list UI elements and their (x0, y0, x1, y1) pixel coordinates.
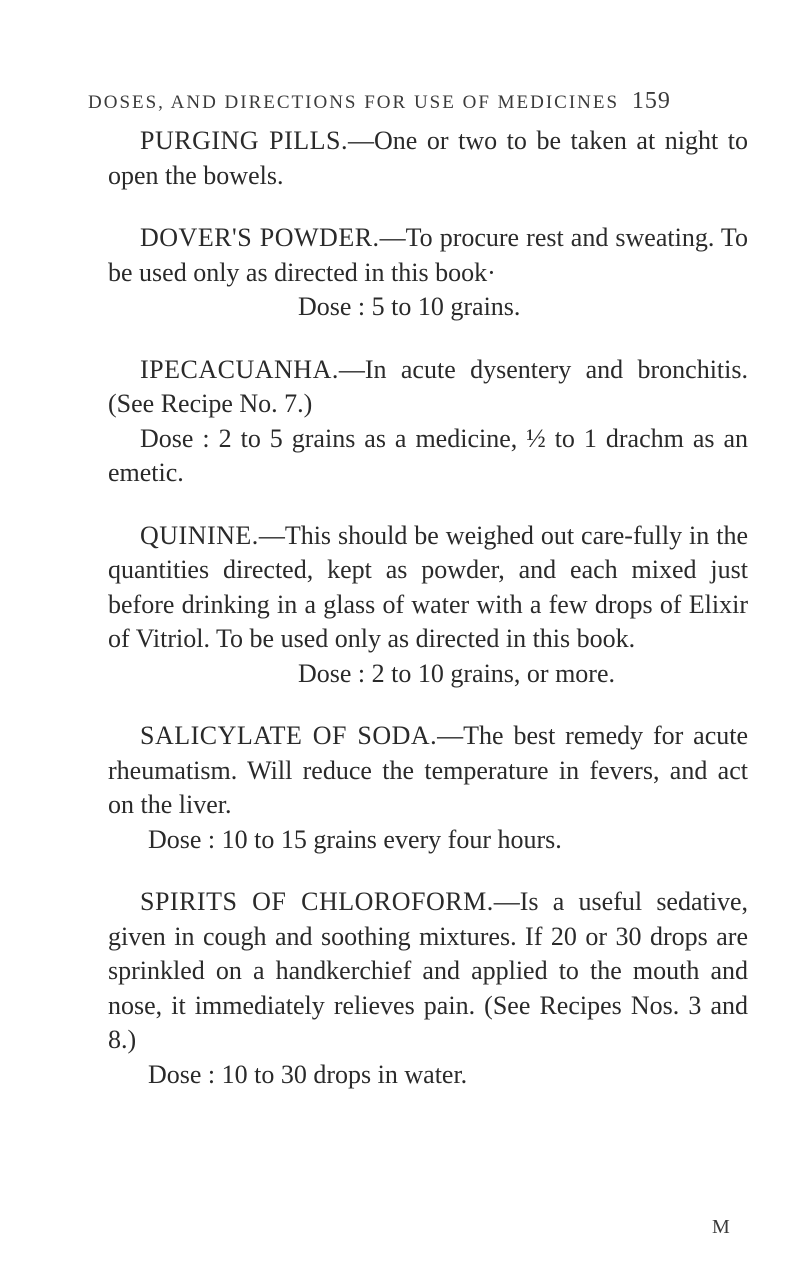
entry-dose: Dose : 5 to 10 grains. (298, 292, 521, 321)
entry-dose: Dose : 10 to 30 drops in water. (148, 1059, 468, 1089)
entry-paragraph (108, 519, 748, 657)
entry-spirits-of-chloroform (108, 885, 748, 1092)
running-title: DOSES, AND DIRECTIONS FOR USE OF MEDICINES (88, 92, 620, 113)
entry-paragraph (108, 353, 748, 422)
entry-text: —To procure rest and sweating. To be used only as directed in this book· (108, 223, 749, 287)
entry-heading: DOVER'S POWDER. (140, 223, 380, 252)
entry-purging-pills (108, 124, 748, 193)
entry-heading: QUININE. (140, 520, 259, 550)
entry-dose: Dose : 2 to 10 grains, or more. (298, 658, 616, 688)
entry-quinine (108, 519, 748, 692)
signature-mark: M (712, 1216, 730, 1238)
entry-heading: IPECACUANHA. (140, 354, 339, 384)
page-body (108, 124, 748, 1120)
entry-heading: PURGING PILLS. (140, 126, 348, 155)
entry-paragraph (108, 124, 748, 193)
entry-text: —The best remedy for acute rheumatism. Will reduce the temperature in fevers, and act on the liver. (108, 721, 748, 819)
entry-paragraph (108, 221, 748, 290)
entry-heading: SALICYLATE OF SODA. (140, 721, 438, 750)
entry-dovers-powder (108, 221, 748, 325)
entry-text: —In acute dysentery and bronchitis. (See Recipe No. 7.) (108, 354, 748, 418)
entry-text: —This should be weighed out care-fully in the quantities directed, kept as powder, and each mixed just before drinking in a glass of water with a few drops of Elixir of Vitriol. To be used only as directed in this book. (108, 520, 748, 653)
entry-paragraph (108, 885, 748, 1058)
entry-text: —One or two to be taken at night to open the bowels. (108, 126, 748, 190)
entry-dose: Dose : 10 to 15 grains every four hours. (148, 824, 562, 854)
entry-paragraph (108, 719, 748, 823)
page-number: 159 (631, 88, 671, 114)
entry-salicylate-of-soda (108, 719, 748, 857)
running-header (88, 88, 728, 115)
entry-text: —Is a useful sedative, given in cough and soothing mixtures. If 20 or 30 drops are sprinkled on a handkerchief and applied to the mouth and nose, it immediately relieves pain. (See Recipes Nos. 3 and 8.) (108, 887, 748, 1054)
entry-heading: SPIRITS OF CHLOROFORM. (140, 887, 494, 916)
entry-dose: Dose : 2 to 5 grains as a medicine, ½ to 1 drachm as an emetic. (108, 423, 748, 487)
entry-ipecacuanha (108, 353, 748, 491)
